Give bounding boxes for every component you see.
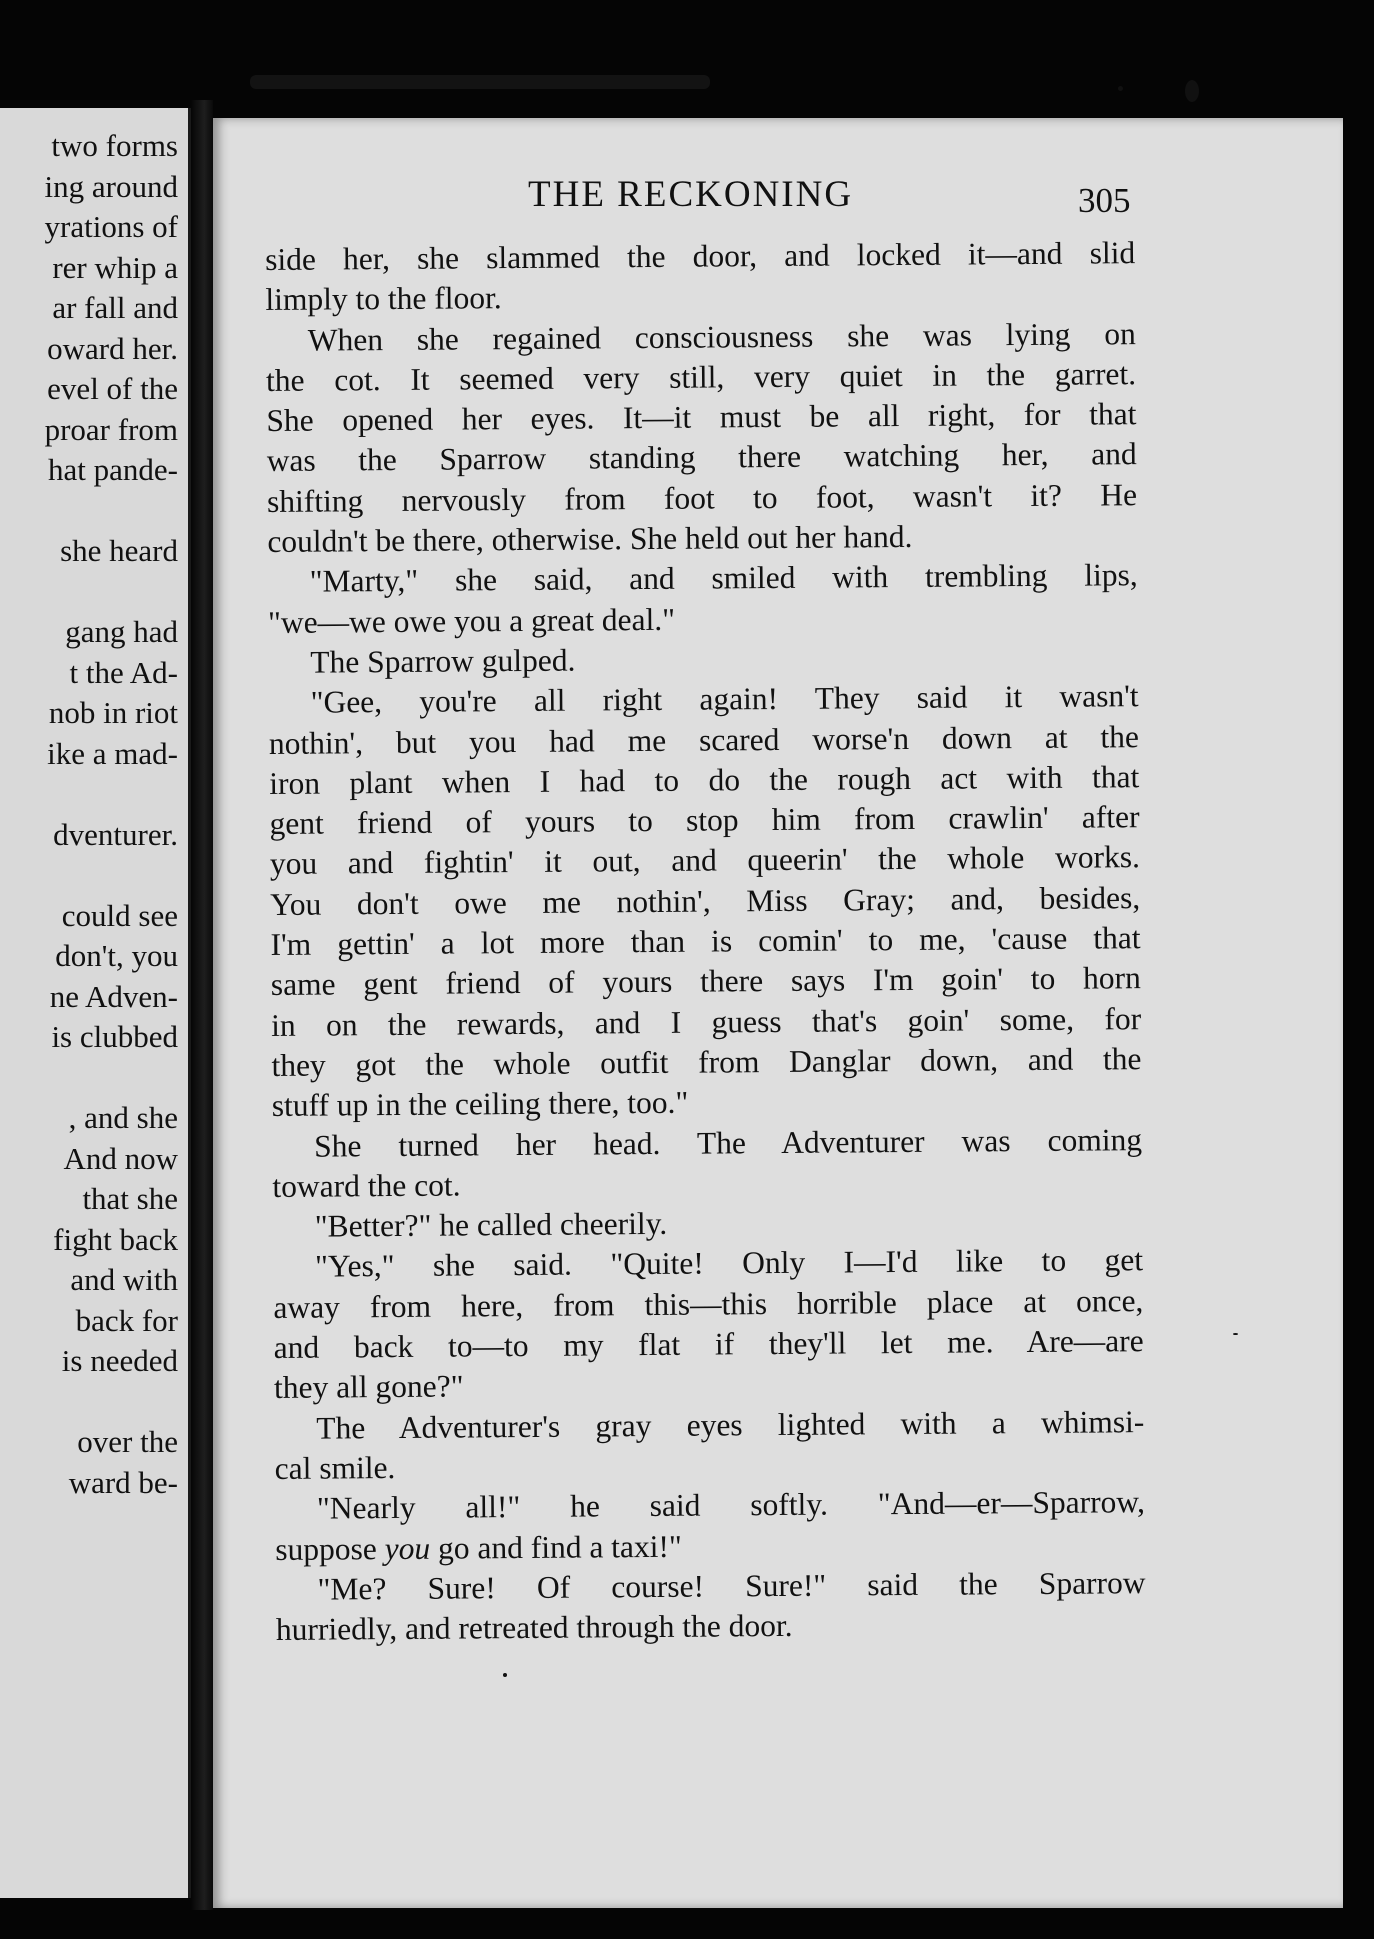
left-page-line: don't, you [55, 938, 178, 973]
scan-speck [503, 1673, 507, 1677]
text-line: The Sparrow gulped. [310, 642, 576, 680]
left-page-line: nob in riot [48, 695, 178, 730]
left-page-fragment [0, 108, 191, 1898]
text-line: iron plant when I had to do the rough act with that [269, 759, 1140, 801]
text-line: cal smile. [274, 1449, 396, 1486]
text-line: "we—we owe you a great deal." [267, 601, 676, 640]
text-line: the cot. It seemed very still, very quiet in the garret. [265, 356, 1137, 398]
left-page-line: is needed [61, 1343, 178, 1378]
text-line: I'm gettin' a lot more than is comin' to me, 'cause that [270, 920, 1141, 963]
text-line: "Better?" he called cheerily. [314, 1205, 668, 1244]
scan-artifact-top [250, 75, 710, 89]
left-page-line: over the [77, 1424, 178, 1459]
page-number: 305 [1078, 181, 1131, 220]
left-page-line: back for [75, 1302, 178, 1338]
text-line: was the Sparrow standing there watching her, and [266, 436, 1137, 479]
left-page-line: ward be- [68, 1464, 178, 1500]
text-line: "Yes," she said. "Quite! Only I—I'd like to get [314, 1242, 1144, 1285]
body-text [265, 233, 1146, 1650]
scan-speck [1233, 1333, 1238, 1335]
left-page-line: dventurer. [53, 816, 178, 852]
left-page-line: and with [70, 1262, 178, 1297]
left-page-line: that she [82, 1181, 178, 1216]
text-line: same gent friend of yours there says I'm goin' to horn [270, 960, 1141, 1003]
text-line: You don't owe me nothin', Miss Gray; and, besides, [270, 879, 1141, 922]
left-page-line: And now [63, 1140, 178, 1176]
left-page-line: rer whip a [52, 249, 178, 285]
running-title: THE RECKONING [528, 174, 854, 215]
text-line: "Nearly all!" he said softly. "And—er—Sparrow, [316, 1484, 1146, 1526]
left-page-line: t the Ad- [69, 654, 178, 690]
page-header [213, 173, 1343, 223]
left-page-line: two forms [51, 128, 178, 163]
left-page-line: is clubbed [51, 1019, 178, 1054]
text-line: "Marty," she said, and smiled with trembling lips, [309, 557, 1138, 600]
text-line: in on the rewards, and I guess that's goin' some, for [271, 1000, 1142, 1043]
text-line: you and fightin' it out, and queerin' the whole works. [269, 839, 1141, 882]
left-page-line: hat pande- [48, 452, 178, 487]
left-page-line: ne Adven- [49, 978, 178, 1014]
scan-speck [1118, 86, 1123, 91]
text-line: shifting nervously from foot to foot, wasn't it? He [266, 476, 1138, 519]
text-line: "Me? Sure! Of course! Sure!" said the Sparrow [317, 1564, 1146, 1607]
text-line: side her, she slammed the door, and locked it—and slid [265, 235, 1136, 277]
left-page-line: proar from [44, 411, 178, 447]
text-line: they all gone?" [273, 1368, 464, 1406]
text-line: they got the whole outfit from Danglar down, and the [271, 1041, 1142, 1083]
text-line: limply to the floor. [265, 280, 502, 318]
left-page-line: she heard [60, 533, 178, 568]
left-page-line: could see [61, 897, 178, 933]
text-line: hurriedly, and retreated through the door. [275, 1607, 793, 1648]
text-line: and back to—to my flat if they'll let me. Are—are [273, 1323, 1144, 1365]
text-line: She turned her head. The Adventurer was coming [313, 1121, 1143, 1164]
text-line: "Gee, you're all right again! They said it wasn't [310, 678, 1139, 720]
left-page-line: ar fall and [52, 290, 178, 325]
left-page-line: yrations of [44, 209, 178, 244]
text-line: She opened her eyes. It—it must be all right, for that [266, 396, 1137, 439]
text-line: suppose you go and find a taxi!" [275, 1528, 682, 1567]
left-page-line: ing around [44, 168, 178, 204]
left-page-line: fight back [53, 1221, 178, 1257]
right-page [213, 118, 1343, 1908]
text-line: The Adventurer's gray eyes lighted with a whimsi- [316, 1403, 1145, 1446]
text-line: When she regained consciousness she was lying on [307, 315, 1136, 358]
left-page-line: gang had [65, 614, 178, 649]
left-page-line: , and she [68, 1100, 178, 1135]
book-gutter [191, 100, 213, 1910]
text-line: stuff up in the ceiling there, too." [271, 1084, 689, 1124]
left-page-line: ike a mad- [47, 735, 178, 771]
left-page-line: evel of the [47, 371, 178, 406]
left-page-line: oward her. [47, 330, 178, 366]
text-line: toward the cot. [272, 1167, 461, 1204]
text-line: nothin', but you had me scared worse'n down at the [268, 718, 1140, 761]
text-line: gent friend of yours to stop him from crawlin' after [269, 799, 1140, 842]
scan-speck [1185, 80, 1199, 102]
text-line: away from here, from this—this horrible place at once, [273, 1282, 1144, 1325]
text-line: couldn't be there, otherwise. She held out her hand. [267, 519, 913, 560]
